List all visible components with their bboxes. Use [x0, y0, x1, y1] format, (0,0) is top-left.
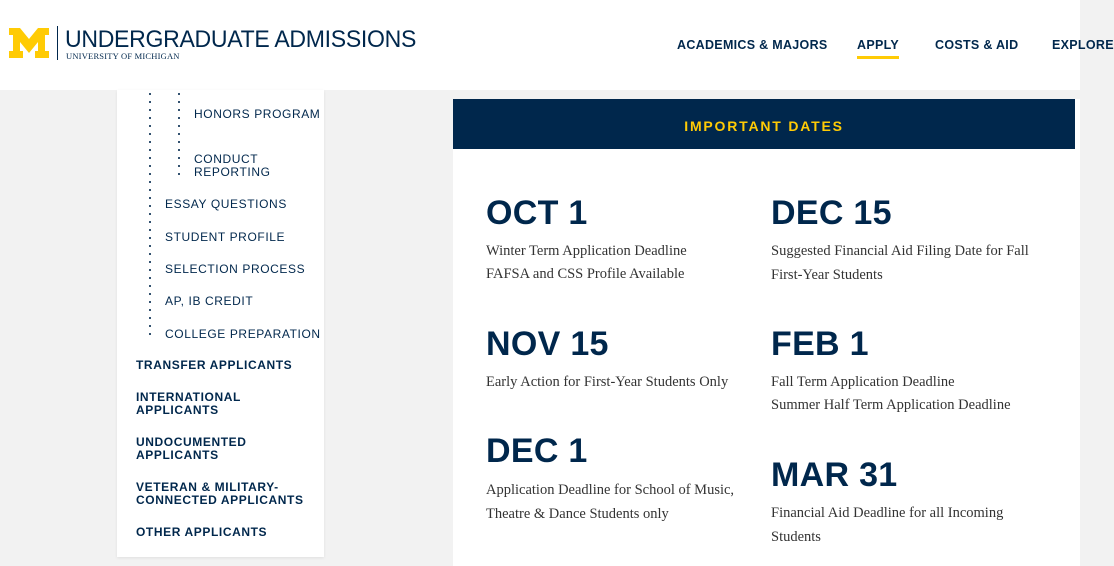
- date-desc-line: Financial Aid Deadline for all Incoming Students: [771, 505, 1004, 545]
- date-desc-line: Fall Term Application Deadline: [771, 374, 955, 390]
- date-desc-line: Application Deadline for School of Music, Theatre & Dance Students only: [486, 482, 735, 522]
- site-title[interactable]: UNDERGRADUATE ADMISSIONS: [65, 26, 417, 53]
- block-m-logo-icon[interactable]: [9, 28, 49, 58]
- sidebar-item-undocumented-applicants[interactable]: UNDOCUMENTED APPLICANTS: [136, 435, 247, 462]
- nav-costs-aid[interactable]: COSTS & AID: [935, 38, 1019, 52]
- date-dec-1: DEC 1: [486, 432, 588, 470]
- logo-divider: [57, 26, 58, 60]
- sidebar-item-essay-questions[interactable]: ESSAY QUESTIONS: [165, 197, 287, 211]
- tree-line-level2: [178, 90, 180, 178]
- sidebar-item-ap-ib-credit[interactable]: AP, IB CREDIT: [165, 294, 254, 308]
- sidebar-item-international-applicants[interactable]: INTERNATIONAL APPLICANTS: [136, 390, 241, 417]
- sidebar-item-conduct-reporting[interactable]: CONDUCT REPORTING: [194, 152, 271, 179]
- date-nov-15: NOV 15: [486, 325, 609, 363]
- nav-apply-label: APPLY: [857, 38, 900, 52]
- date-desc-line: Summer Half Term Application Deadline: [771, 397, 1011, 413]
- important-dates-heading: IMPORTANT DATES: [684, 118, 844, 134]
- important-dates-banner: [453, 99, 1075, 149]
- date-mar-31: MAR 31: [771, 456, 898, 494]
- date-desc-line: Suggested Financial Aid Filing Date for Fall First-Year Students: [771, 243, 1029, 283]
- sidebar-item-honors-program[interactable]: HONORS PROGRAM: [194, 107, 321, 121]
- important-dates-card: [453, 99, 1080, 566]
- sidebar-item-veteran-military-applicants[interactable]: VETERAN & MILITARY-CONNECTED APPLICANTS: [136, 480, 304, 507]
- nav-apply[interactable]: [857, 38, 899, 52]
- sidebar-item-selection-process[interactable]: SELECTION PROCESS: [165, 262, 306, 276]
- site-header: [0, 0, 1114, 90]
- tree-line-level1: [149, 90, 151, 340]
- site-subtitle: UNIVERSITY OF MICHIGAN: [66, 51, 180, 61]
- nav-academics-majors[interactable]: ACADEMICS & MAJORS: [677, 38, 828, 52]
- sidebar-item-other-applicants[interactable]: OTHER APPLICANTS: [136, 525, 268, 539]
- nav-explore[interactable]: EXPLORE: [1052, 38, 1114, 52]
- date-desc-line: Winter Term Application Deadline: [486, 243, 687, 259]
- sidebar-nav: [117, 90, 324, 557]
- active-nav-underline: [857, 56, 899, 59]
- date-feb-1: FEB 1: [771, 325, 869, 363]
- date-desc-line: Early Action for First-Year Students Only: [486, 374, 729, 390]
- date-dec-15: DEC 15: [771, 194, 892, 232]
- date-oct-1: OCT 1: [486, 194, 588, 232]
- sidebar-item-transfer-applicants[interactable]: TRANSFER APPLICANTS: [136, 358, 293, 372]
- sidebar-item-student-profile[interactable]: STUDENT PROFILE: [165, 230, 286, 244]
- sidebar-item-college-preparation[interactable]: COLLEGE PREPARATION: [165, 327, 321, 341]
- date-desc-line: FAFSA and CSS Profile Available: [486, 266, 685, 282]
